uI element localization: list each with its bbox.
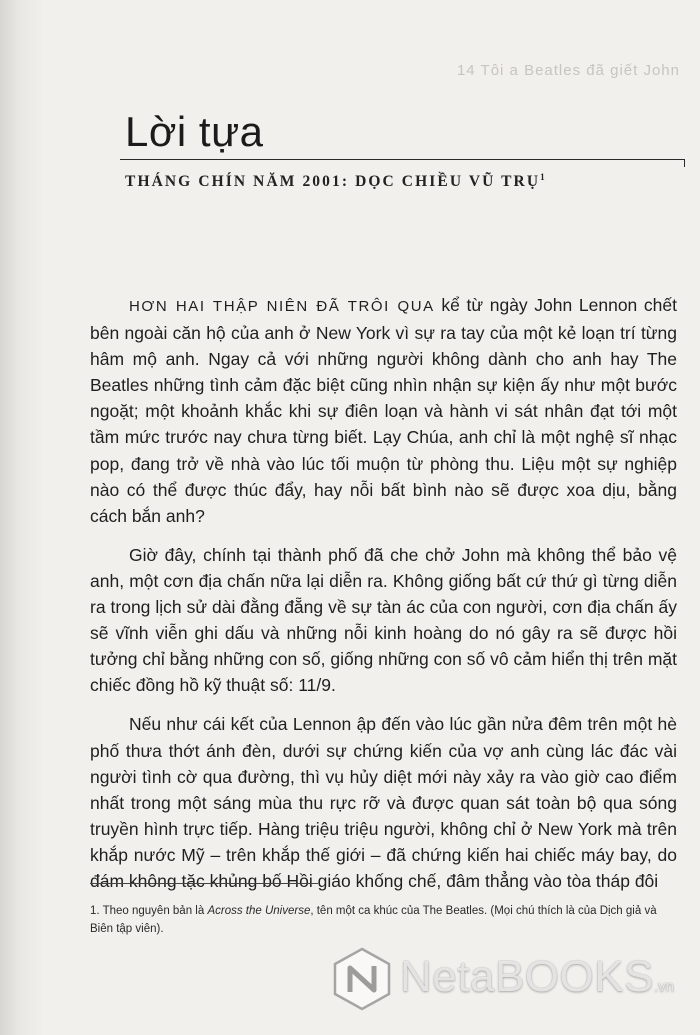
footnote-suffix: , tên một ca khúc của The Beatles. (Mọi chú thích là của Dịch giả và Biên tập viên). — [90, 905, 657, 935]
paragraph-1 — [90, 292, 677, 529]
footnote — [90, 902, 680, 938]
footnote-rule — [90, 883, 318, 884]
footnote-marker: 1 — [540, 172, 545, 182]
paragraph-3: Nếu như cái kết của Lennon ập đến vào lúc gần nửa đêm trên một hè phố thưa thớt ánh đèn, dưới sự chứng kiến của vợ anh cùng lác đác vài người tình cờ qua đường, thì vụ hủy diệt mới này xảy ra vào giờ cao điểm nhất trong một sáng mùa thu rực rỡ và được quan sát toàn bộ qua sóng truyền hình trực tiếp. Hàng triệu triệu người, không chỉ ở New York mà trên khắp nước Mỹ – trên khắp thế giới – đã chứng kiến hai chiếc máy bay, do đám không tặc khủng bố Hồi giáo khống chế, đâm thẳng vào tòa tháp đôi — [90, 714, 677, 891]
watermark — [330, 944, 690, 1016]
footnote-title: Across the Universe — [207, 905, 311, 917]
watermark-text — [400, 952, 674, 1002]
paragraph-1-text: kể từ ngày John Lennon chết bên ngoài căn hộ của anh ở New York vì sự ra tay của một kẻ loạn trí từng hâm mộ anh. Ngay cả với những người không dành cho anh hay The Beatles những tình cảm đặc biệt cũng nhìn nhận sự kiện ấy như một bước ngoặt; một khoảnh khắc khi sự điên loạn và hành vi sát nhân đạt tới một tầm mức trước nay chưa từng biết. Lạy Chúa, anh chỉ là một nghệ sĩ nhạc pop, đang trở về nhà vào lúc tối muộn từ phòng thu. Liệu một sự nghiệp nào có thể được thúc đẩy, hay nỗi bất bình nào sẽ được xoa dịu, bằng cách bắn anh? — [90, 295, 677, 526]
footnote-prefix: 1. Theo nguyên bản là — [90, 905, 208, 917]
chapter-subtitle — [125, 172, 545, 191]
paragraph-2: Giờ đây, chính tại thành phố đã che chở John mà không thể bảo vệ anh, một cơn địa chấn nữa lại diễn ra. Không giống bất cứ thứ gì từng diễn ra trong lịch sử dài đằng đẵng về sự tàn ác của con người, cơn địa chấn ấy sẽ vĩnh viễn ghi dấu và những nỗi kinh hoàng do nó gây ra sẽ được hồi tưởng chỉ bằng những con số, giống những con số vô cảm hiển thị trên mặt chiếc đồng hồ kỹ thuật số: 11/9. — [90, 544, 677, 696]
watermark-domain: .vn — [653, 978, 674, 995]
paragraph-1-lead: HƠN HAI THẬP NIÊN ĐÃ TRÔI QUA — [129, 298, 435, 315]
watermark-brand: NetaBOOKS — [400, 952, 654, 1001]
body-text — [90, 292, 677, 907]
subtitle-text: THÁNG CHÍN NĂM 2001: DỌC CHIỀU VŨ TRỤ — [125, 173, 541, 191]
chapter-title: Lời tựa — [125, 108, 264, 155]
title-rule-tick — [684, 159, 685, 167]
bleed-through-header: 14 Tôi a Beatles đã giết John — [456, 62, 680, 79]
title-rule — [120, 159, 685, 160]
netabooks-logo-icon — [330, 946, 394, 1012]
